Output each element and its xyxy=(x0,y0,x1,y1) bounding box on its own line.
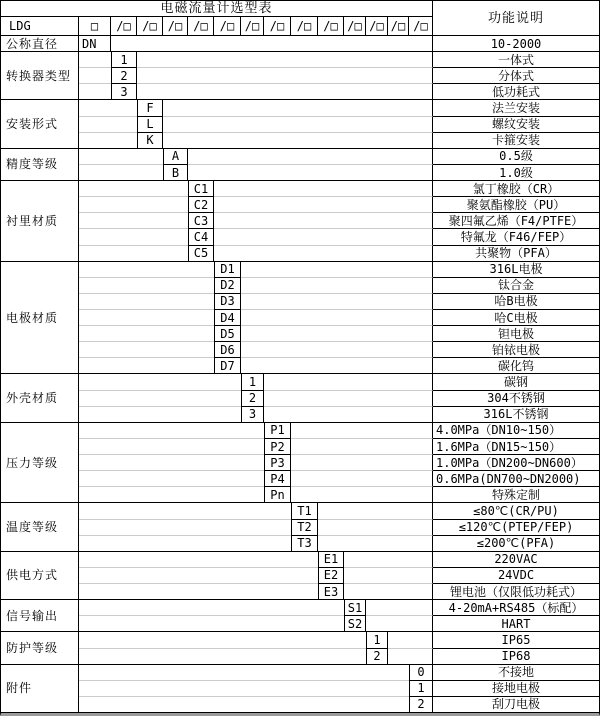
spacer-right xyxy=(264,407,433,423)
function-cell: ≤80℃(CR/PU) xyxy=(433,503,599,519)
model-slot: /□ xyxy=(291,17,318,36)
function-cell: 不接地 xyxy=(433,665,599,681)
function-cell: IP65 xyxy=(433,632,599,648)
function-cell: 1.0MPa（DN200~DN600） xyxy=(433,455,599,471)
spacer-left xyxy=(79,681,409,697)
spacer-left xyxy=(79,133,137,149)
spacer-left xyxy=(79,68,111,84)
selection-grid xyxy=(1,1,599,713)
code-cell: P2 xyxy=(264,439,291,455)
spacer-right xyxy=(241,342,433,358)
spacer-left xyxy=(79,342,214,358)
function-cell: 螺纹安装 xyxy=(433,117,599,133)
function-cell: HART xyxy=(433,616,599,632)
section-label: 防护等级 xyxy=(1,632,79,664)
function-cell: 低功耗式 xyxy=(433,84,599,100)
spacer-left xyxy=(79,649,366,665)
code-cell: C5 xyxy=(188,246,214,262)
function-cell: 法兰安装 xyxy=(433,100,599,116)
spacer-left xyxy=(79,616,344,632)
model-first-box: □ xyxy=(79,17,111,36)
spacer-right xyxy=(163,133,433,149)
function-cell: 哈C电极 xyxy=(433,310,599,326)
spacer-left xyxy=(79,697,409,713)
spacer-left xyxy=(79,100,137,116)
spacer-right xyxy=(344,552,433,568)
model-slot: /□ xyxy=(409,17,433,36)
spacer-left xyxy=(79,181,188,197)
function-cell: 卡箍安装 xyxy=(433,133,599,149)
spacer-left xyxy=(79,310,214,326)
spacer-left xyxy=(79,197,188,213)
section-label: 信号输出 xyxy=(1,600,79,632)
code-cell: S1 xyxy=(344,600,366,616)
code-cell: A xyxy=(163,149,188,165)
code-cell: T1 xyxy=(291,503,318,519)
code-cell: D4 xyxy=(214,310,241,326)
spacer-right xyxy=(214,229,433,245)
spacer-right xyxy=(188,165,433,181)
spacer-left xyxy=(79,246,188,262)
spacer-left xyxy=(79,358,214,374)
spacer-right xyxy=(188,149,433,165)
spacer-right xyxy=(291,471,433,487)
code-cell: 2 xyxy=(241,391,264,407)
model-slot: /□ xyxy=(344,17,366,36)
spacer-right xyxy=(111,36,433,52)
code-cell: C2 xyxy=(188,197,214,213)
spacer-right xyxy=(264,391,433,407)
spacer-right xyxy=(241,294,433,310)
code-cell: C4 xyxy=(188,229,214,245)
function-cell: 接地电极 xyxy=(433,681,599,697)
section-label: 安装形式 xyxy=(1,100,79,148)
code-cell: 3 xyxy=(241,407,264,423)
spacer-right xyxy=(137,52,433,68)
function-cell: 特殊定制 xyxy=(433,487,599,503)
code-cell: T3 xyxy=(291,536,318,552)
code-cell: Pn xyxy=(264,487,291,503)
function-cell: 哈B电极 xyxy=(433,294,599,310)
function-cell: 钽电极 xyxy=(433,326,599,342)
function-cell: 10-2000 xyxy=(433,36,599,52)
function-cell: 一体式 xyxy=(433,52,599,68)
function-cell: 304不锈钢 xyxy=(433,391,599,407)
spacer-right xyxy=(291,487,433,503)
spacer-left xyxy=(79,407,241,423)
spacer-left xyxy=(79,391,241,407)
spacer-left xyxy=(79,536,291,552)
function-cell: 锂电池（仅限低功耗式） xyxy=(433,584,599,600)
section-label: 电极材质 xyxy=(1,262,79,375)
section-label: 温度等级 xyxy=(1,503,79,551)
spacer-right xyxy=(366,616,433,632)
function-column-header: 功能说明 xyxy=(433,1,599,36)
spacer-left xyxy=(79,326,214,342)
model-slot: /□ xyxy=(111,17,137,36)
function-cell: 碳化钨 xyxy=(433,358,599,374)
code-cell: 1 xyxy=(409,681,433,697)
spacer-right xyxy=(163,117,433,133)
function-cell: 316L不锈钢 xyxy=(433,407,599,423)
section-label: 精度等级 xyxy=(1,149,79,181)
spacer-right xyxy=(318,520,433,536)
spacer-left xyxy=(79,665,409,681)
section-label: 外壳材质 xyxy=(1,374,79,422)
spacer-left xyxy=(79,229,188,245)
code-cell: 1 xyxy=(366,632,388,648)
function-cell: 氯丁橡胶（CR） xyxy=(433,181,599,197)
spacer-left xyxy=(79,52,111,68)
spacer-left xyxy=(79,213,188,229)
function-cell: 316L电极 xyxy=(433,262,599,278)
function-cell: 1.0级 xyxy=(433,165,599,181)
code-cell: T2 xyxy=(291,520,318,536)
code-cell: P1 xyxy=(264,423,291,439)
spacer-right xyxy=(388,649,433,665)
spacer-right xyxy=(241,326,433,342)
code-cell: 2 xyxy=(409,697,433,713)
model-slot: /□ xyxy=(264,17,291,36)
spacer-right xyxy=(318,503,433,519)
spacer-right xyxy=(264,374,433,390)
spacer-left xyxy=(79,584,318,600)
model-slot: /□ xyxy=(163,17,188,36)
function-cell: 特氟龙（F46/FEP） xyxy=(433,229,599,245)
function-cell: 碳钢 xyxy=(433,374,599,390)
spacer-left xyxy=(79,487,264,503)
spacer-right xyxy=(291,423,433,439)
spacer-left xyxy=(79,149,163,165)
model-slot: /□ xyxy=(214,17,241,36)
spacer-right xyxy=(214,213,433,229)
code-cell: DN xyxy=(79,36,111,52)
function-cell: 1.6MPa（DN15~150） xyxy=(433,439,599,455)
code-cell: K xyxy=(137,133,163,149)
section-label: 供电方式 xyxy=(1,552,79,600)
spacer-left xyxy=(79,165,163,181)
code-cell: 1 xyxy=(111,52,137,68)
function-cell: 24VDC xyxy=(433,568,599,584)
spacer-left xyxy=(79,423,264,439)
spacer-left xyxy=(79,552,318,568)
spacer-right xyxy=(291,455,433,471)
model-slot: /□ xyxy=(318,17,344,36)
code-cell: C1 xyxy=(188,181,214,197)
spacer-right xyxy=(318,536,433,552)
function-cell: 4-20mA+RS485（标配） xyxy=(433,600,599,616)
model-slot: /□ xyxy=(188,17,214,36)
code-cell: 3 xyxy=(111,84,137,100)
table-title: 电磁流量计选型表 xyxy=(1,1,433,17)
code-cell: C3 xyxy=(188,213,214,229)
function-cell: 刮刀电极 xyxy=(433,697,599,713)
code-cell: P3 xyxy=(264,455,291,471)
spacer-right xyxy=(366,600,433,616)
spacer-right xyxy=(214,197,433,213)
model-slot: /□ xyxy=(366,17,388,36)
code-cell: F xyxy=(137,100,163,116)
function-cell: ≤200℃(PFA) xyxy=(433,536,599,552)
spacer-left xyxy=(79,632,366,648)
model-slot: /□ xyxy=(388,17,409,36)
spacer-left xyxy=(79,439,264,455)
spacer-left xyxy=(79,503,291,519)
model-slot: /□ xyxy=(137,17,163,36)
code-cell: E2 xyxy=(318,568,344,584)
code-cell: E3 xyxy=(318,584,344,600)
code-cell: S2 xyxy=(344,616,366,632)
spacer-left xyxy=(79,520,291,536)
spacer-left xyxy=(79,455,264,471)
function-cell: 钛合金 xyxy=(433,278,599,294)
code-cell: D1 xyxy=(214,262,241,278)
code-cell: 2 xyxy=(111,68,137,84)
section-label: 衬里材质 xyxy=(1,181,79,262)
function-cell: 铂铱电极 xyxy=(433,342,599,358)
spacer-left xyxy=(79,568,318,584)
model-slot: /□ xyxy=(241,17,264,36)
spacer-right xyxy=(137,68,433,84)
spacer-right xyxy=(241,358,433,374)
spacer-left xyxy=(79,600,344,616)
code-cell: E1 xyxy=(318,552,344,568)
function-cell: 0.5级 xyxy=(433,149,599,165)
section-label: 附件 xyxy=(1,665,79,713)
function-cell: 聚四氟乙烯（F4/PTFE） xyxy=(433,213,599,229)
spacer-right xyxy=(214,181,433,197)
function-cell: 0.6MPa(DN700~DN2000) xyxy=(433,471,599,487)
spacer-right xyxy=(344,568,433,584)
section-label: 公称直径 xyxy=(1,36,79,52)
spacer-right xyxy=(344,584,433,600)
spacer-left xyxy=(79,471,264,487)
function-cell: 共聚物（PFA） xyxy=(433,246,599,262)
spacer-right xyxy=(241,310,433,326)
spacer-left xyxy=(79,262,214,278)
code-cell: D6 xyxy=(214,342,241,358)
code-cell: D7 xyxy=(214,358,241,374)
section-label: 压力等级 xyxy=(1,423,79,504)
code-cell: 2 xyxy=(366,649,388,665)
spacer-left xyxy=(79,294,214,310)
function-cell: 220VAC xyxy=(433,552,599,568)
code-cell: D5 xyxy=(214,326,241,342)
code-cell: D3 xyxy=(214,294,241,310)
spacer-left xyxy=(79,278,214,294)
function-cell: ≤120℃(PTEP/FEP) xyxy=(433,520,599,536)
spacer-right xyxy=(137,84,433,100)
spacer-left xyxy=(79,117,137,133)
spacer-right xyxy=(291,439,433,455)
function-cell: 4.0MPa（DN10~150） xyxy=(433,423,599,439)
model-prefix: LDG xyxy=(1,17,79,36)
code-cell: P4 xyxy=(264,471,291,487)
spacer-left xyxy=(79,374,241,390)
code-cell: 0 xyxy=(409,665,433,681)
section-label: 转换器类型 xyxy=(1,52,79,100)
code-cell: B xyxy=(163,165,188,181)
spacer-right xyxy=(214,246,433,262)
function-cell: 分体式 xyxy=(433,68,599,84)
function-cell: IP68 xyxy=(433,649,599,665)
spacer-left xyxy=(79,84,111,100)
code-cell: L xyxy=(137,117,163,133)
code-cell: D2 xyxy=(214,278,241,294)
code-cell: 1 xyxy=(241,374,264,390)
spacer-right xyxy=(241,278,433,294)
spacer-right xyxy=(388,632,433,648)
spacer-right xyxy=(241,262,433,278)
function-cell: 聚氨酯橡胶（PU） xyxy=(433,197,599,213)
spacer-right xyxy=(163,100,433,116)
